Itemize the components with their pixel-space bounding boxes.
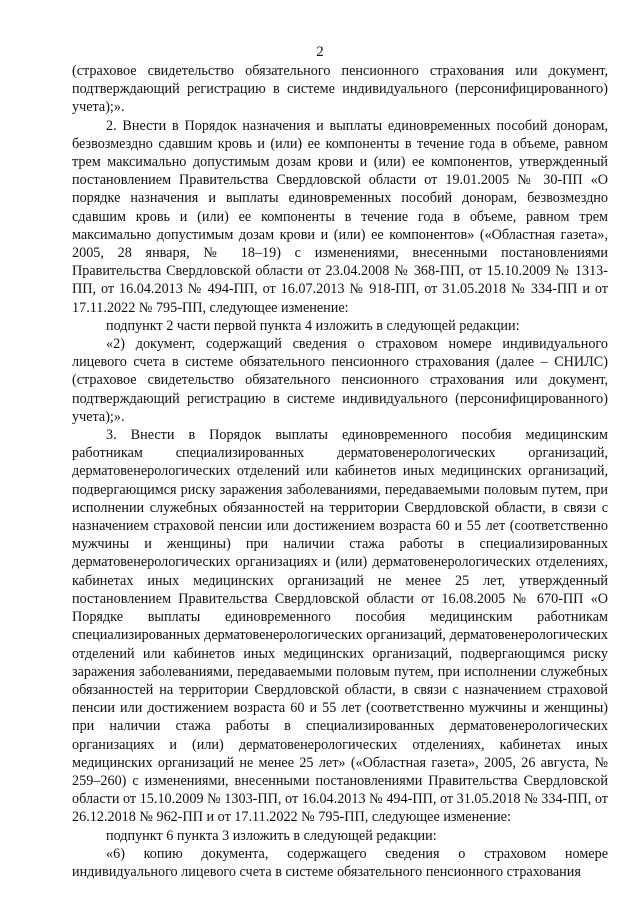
- paragraph-item-2: 2. Внести в Порядок назначения и выплаты единовременных пособий донорам, безвозмездно сдавшим кровь и (или) ее компоненты в течение года в объеме, равном трем максимально допустимым дозам крови и (или) ее компонентов, утвержденный постановлением Правительства Свердловской области от 19.01.2005 № 30-ПП «О порядке назначения и выплаты единовременных пособий донорам, безвозмездно сдавшим кровь и (или) ее компоненты в течение года в объеме, равном трем максимально допустимым дозам крови и (или) ее компонентов» («Областная газета», 2005, 28 января, № 18–19) с изменениями, внесенными постановлениями Правительства Свердловской области от 23.04.2008 № 368-ПП, от 15.10.2009 № 1313-ПП, от 16.04.2013 № 494-ПП, от 16.07.2013 № 918-ПП, от 31.05.2018 № 334-ПП и от 17.11.2022 № 795-ПП, следующее изменение:: [72, 117, 608, 316]
- paragraph-continuation: (страховое свидетельство обязательного пенсионного страхования или документ, подтверждающий регистрацию в системе индивидуального (персонифицированного) учета);».: [72, 63, 608, 116]
- document-body: [72, 62, 608, 881]
- page-number: 2: [316, 44, 324, 60]
- paragraph-subitem-2-text: «2) документ, содержащий сведения о страховом номере индивидуального лицевого счета в системе обязательного пенсионного страхования (далее – СНИЛС) (страховое свидетельство обязательного пенсионного страхования или документ, подтверждающий регистрацию в системе индивидуального (персонифицированного) учета);».: [72, 336, 608, 425]
- paragraph-item-3: 3. Внести в Порядок выплаты единовременного пособия медицинским работникам специализированных дерматовенерологических организаций, дерматовенерологических отделений или кабинетов иных медицинских организаций, подвергающимся риску заражения заболеваниями, передаваемыми половым путем, при исполнении служебных обязанностей на территории Свердловской области, в связи с назначением страховой пенсии или достижением возраста 60 и 55 лет (соответственно мужчины и женщины) при наличии стажа работы в специализированных дерматовенерологических организациях и (или) дерматовенерологических отделениях, кабинетах иных медицинских организаций не менее 25 лет, утвержденный постановлением Правительства Свердловской области от 16.08.2005 № 670-ПП «О Порядке выплаты единовременного пособия медицинским работникам специализированных дерматовенерологических организаций, дерматовенерологических отделений или кабинетов иных медицинских организаций, подвергающимся риску заражения заболеваниями, передаваемыми половым путем, при исполнении служебных обязанностей на территории Свердловской области, в связи с назначением страховой пенсии или достижением возраста 60 и 55 лет (соответственно мужчины и женщины) при наличии стажа работы в специализированных дерматовенерологических организациях и (или) дерматовенерологических отделениях, кабинетах иных медицинских организаций не менее 25 лет» («Областная газета», 2005, 26 августа, № 259–260) с изменениями, внесенными постановлениями Правительства Свердловской области от 15.10.2009 № 1303-ПП, от 16.04.2013 № 494-ПП, от 31.05.2018 № 334-ПП, от 26.12.2018 № 962-ПП и от 17.11.2022 № 795-ПП, следующее изменение:: [72, 427, 608, 826]
- paragraph-subitem-6-intro: подпункт 6 пункта 3 изложить в следующей редакции:: [106, 827, 437, 844]
- paragraph-subitem-2-intro: подпункт 2 части первой пункта 4 изложить в следующей редакции:: [106, 317, 520, 334]
- paragraph-subitem-6-text: «6) копию документа, содержащего сведения о страховом номере индивидуального лицевого счета в системе обязательного пенсионного страхования: [72, 845, 608, 880]
